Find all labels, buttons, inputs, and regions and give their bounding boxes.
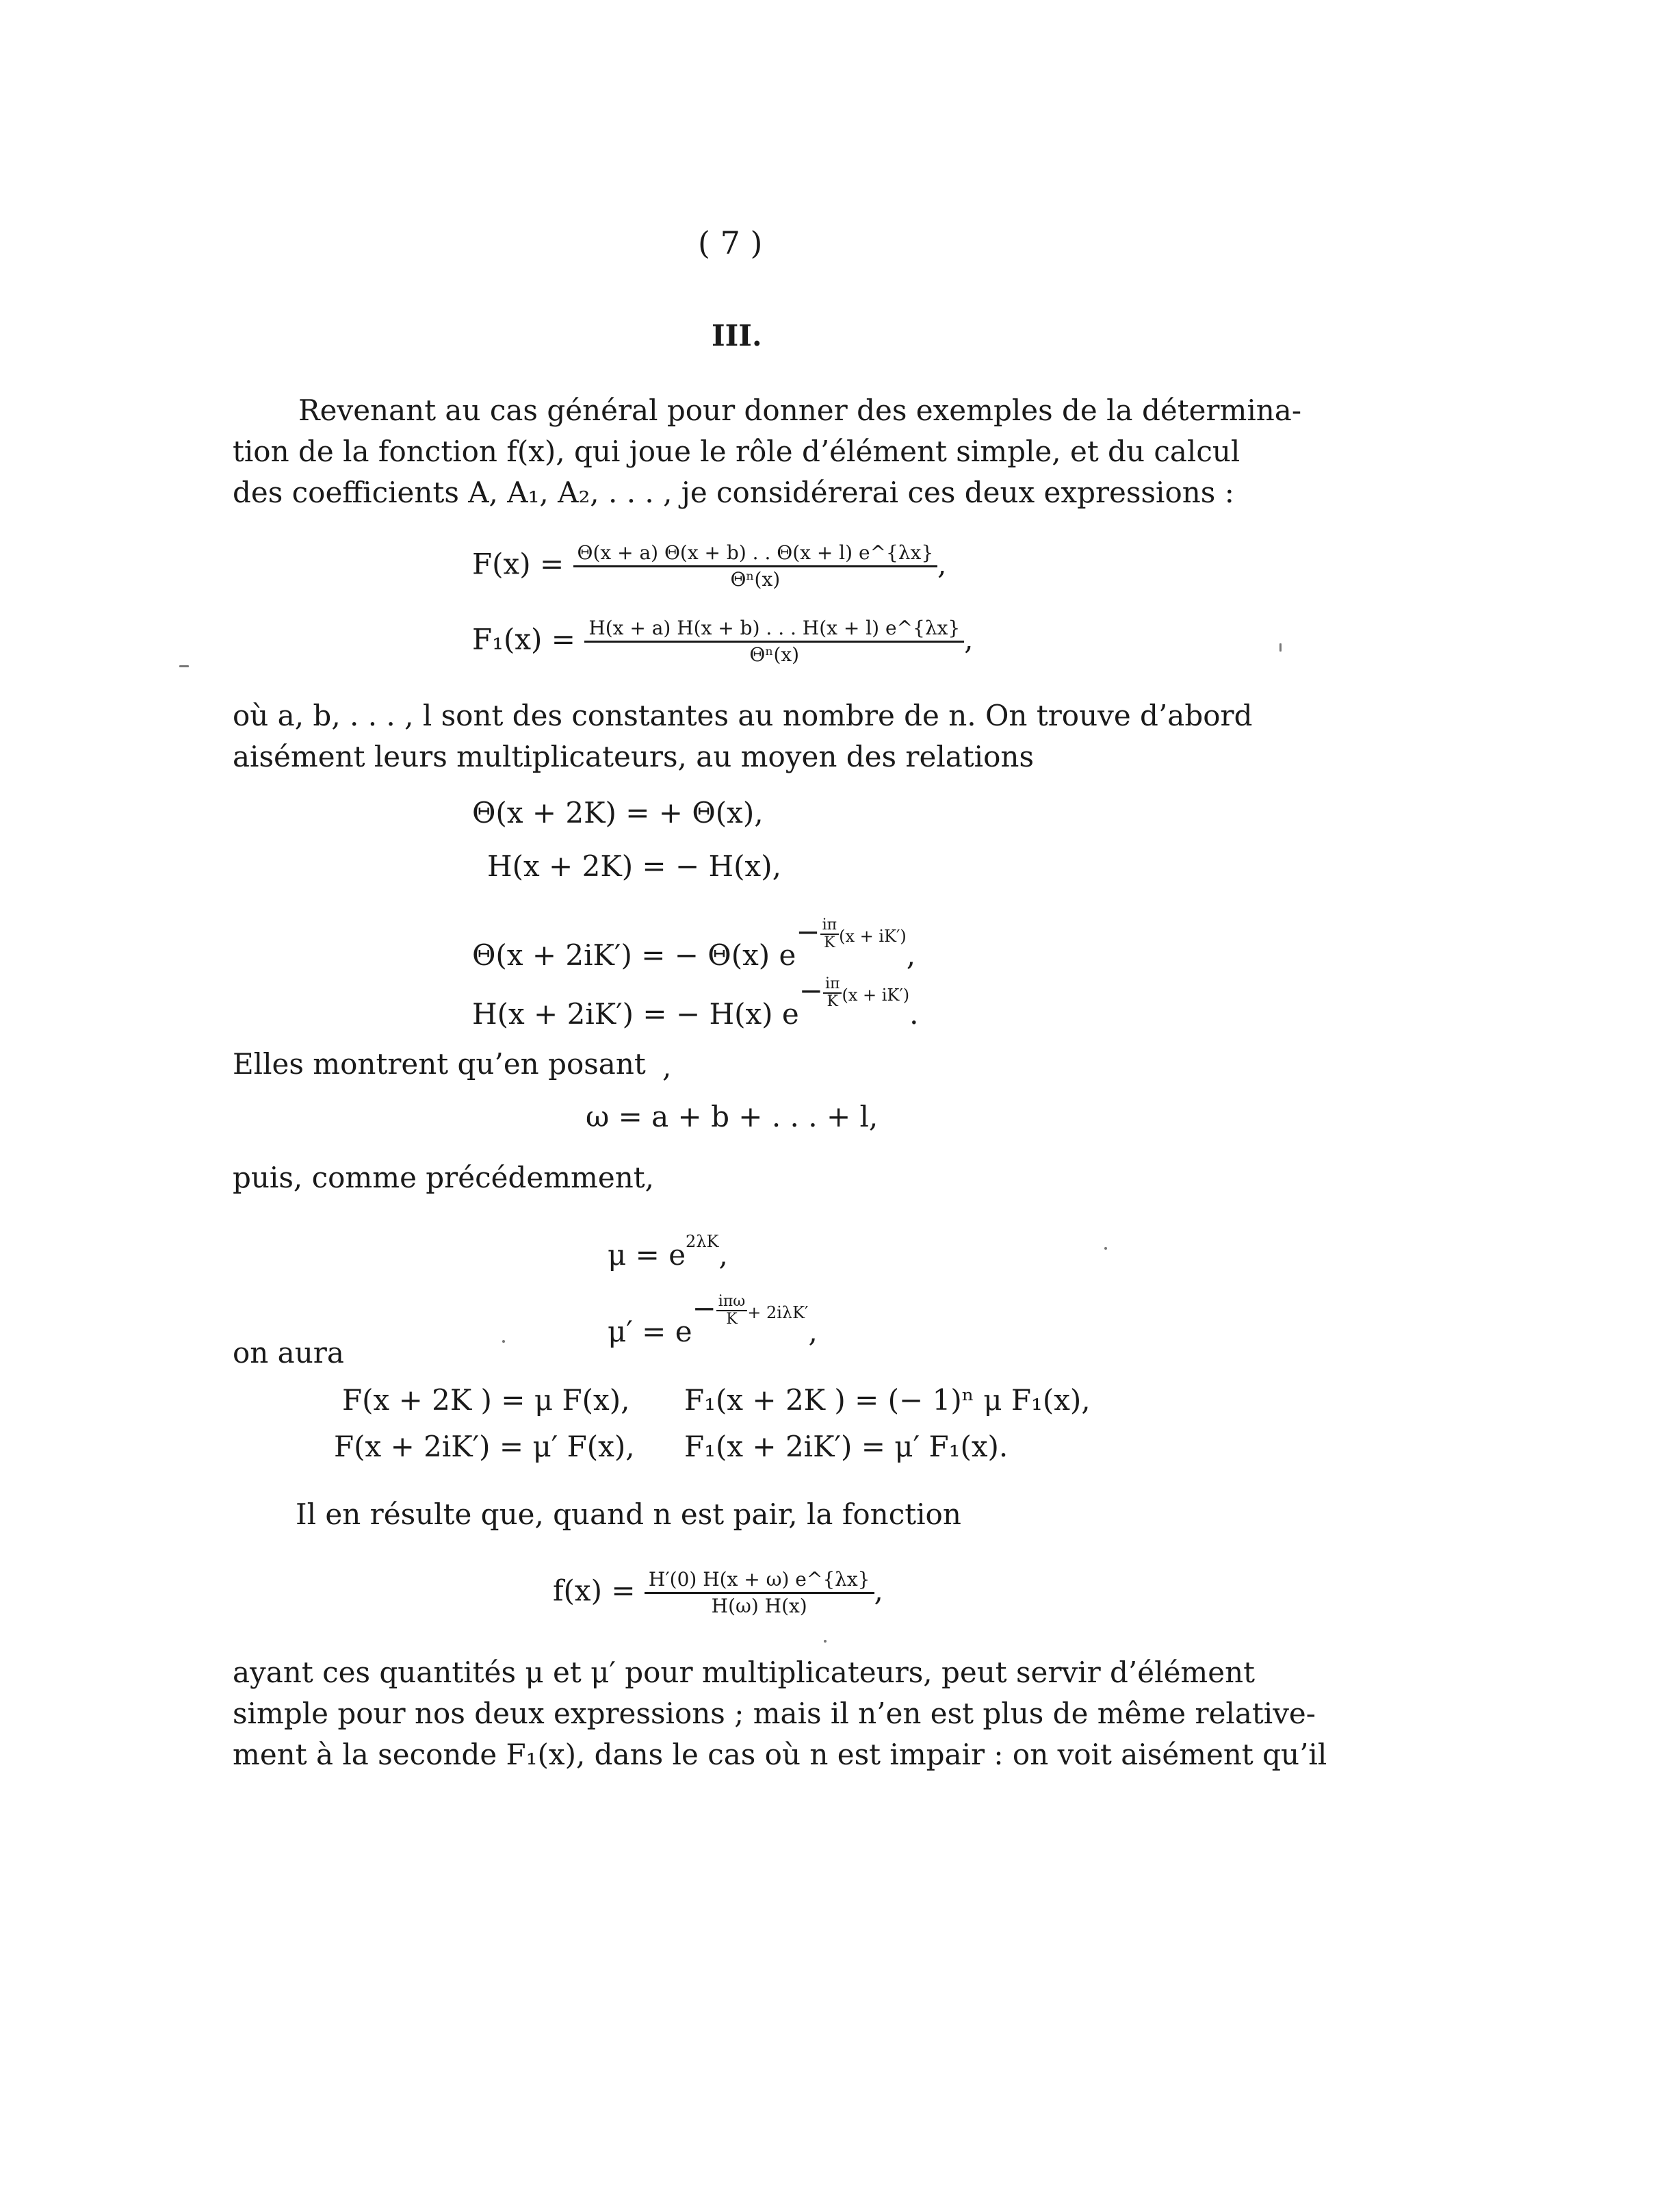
equation-punctuation: , — [874, 1573, 883, 1608]
result-row-1-right: F₁(x + 2K ) = (− 1)ⁿ μ F₁(x), — [684, 1383, 1091, 1417]
exponent-denominator: K — [824, 934, 835, 951]
equation-F — [472, 541, 947, 592]
exponent-numerator: iπ — [820, 917, 840, 935]
equation-lhs: f(x) = — [553, 1573, 636, 1608]
speck — [1104, 1247, 1107, 1250]
page-number: ( 7 ) — [698, 224, 763, 261]
relation-H-2K: H(x + 2K) = − H(x), — [487, 849, 781, 883]
text-line: tion de la fonction f(x), qui joue le rôle d’élément simple, et du calcul — [233, 435, 1240, 468]
section-heading: III. — [712, 319, 762, 352]
equation-lhs: F₁(x) = — [472, 622, 575, 656]
paragraph-constants — [233, 695, 1253, 777]
relation-body: H(x + 2iK′) = − H(x) e — [472, 997, 799, 1031]
fraction — [584, 616, 964, 667]
mu-prime-definition — [608, 1289, 818, 1351]
text-line: ayant ces quantités μ et μ′ pour multiplicateurs, peut servir d’élément — [233, 1656, 1256, 1689]
equation-punctuation: , — [964, 622, 974, 656]
text-line: des coefficients A, A₁, A₂, . . . , je considérerai ces deux expressions : — [233, 476, 1234, 509]
result-row-1-left: F(x + 2K ) = μ F(x), — [342, 1383, 630, 1417]
relation-H-2iK — [472, 972, 919, 1033]
fraction-numerator: H(x + a) H(x + b) . . . H(x + l) e^{λx} — [584, 616, 964, 643]
speck — [179, 665, 189, 667]
exponent-denominator: K — [827, 993, 838, 1010]
omega-definition: ω = a + b + . . . + l, — [586, 1100, 879, 1133]
relation-body: Θ(x + 2iK′) = − Θ(x) e — [472, 938, 796, 972]
equation-punctuation: , — [718, 1238, 728, 1272]
equation-punctuation: , — [906, 938, 916, 972]
equation-punctuation: , — [808, 1315, 818, 1348]
mu-prime-body: μ′ = e — [608, 1315, 692, 1348]
text-line: Revenant au cas général pour donner des exemples de la détermina- — [298, 394, 1302, 427]
equation-punctuation: , — [937, 547, 947, 581]
fraction-numerator: Θ(x + a) Θ(x + b) . . Θ(x + l) e^{λx} — [573, 541, 938, 567]
equation-lhs: F(x) = — [472, 547, 564, 581]
exponent-rest: (x + iK′) — [842, 986, 910, 1005]
fraction-denominator: Θⁿ(x) — [730, 568, 781, 591]
paragraph-n-pair: Il en résulte que, quand n est pair, la fonction — [296, 1497, 961, 1531]
equation-punctuation: . — [909, 997, 919, 1031]
mu-definition — [608, 1222, 728, 1274]
paragraph-conclusion — [233, 1652, 1327, 1775]
exponent: − $\frac{\text{iπω}}{K}$ + 2iλK′ — [692, 1291, 809, 1328]
fraction — [573, 541, 938, 592]
result-row-2-left: F(x + 2iK′) = μ′ F(x), — [334, 1430, 635, 1463]
relation-theta-2K: Θ(x + 2K) = + Θ(x), — [472, 796, 764, 830]
speck — [824, 1640, 827, 1643]
text-line: où a, b, . . . , l sont des constantes au nombre de n. On trouve d’abord — [233, 699, 1253, 732]
equation-F1 — [472, 616, 974, 667]
text-line: ment à la seconde F₁(x), dans le cas où n est impair : on voit aisément qu’il — [233, 1738, 1327, 1771]
mu-body: μ = e — [608, 1238, 686, 1272]
exponent: − $\frac{i\pi}{K}$ (x + iK′) — [798, 974, 910, 1010]
paragraph-posant: Elles montrent qu’en posant — [233, 1047, 646, 1081]
fraction-denominator: Θⁿ(x) — [749, 643, 800, 666]
exponent: − $\frac{i\pi}{K}$ (x + iK′) — [796, 915, 907, 951]
exponent-numerator: iπω — [716, 1294, 747, 1311]
exponent-rest: (x + iK′) — [839, 927, 907, 946]
exponent-denominator: K — [726, 1311, 738, 1328]
fraction-denominator: H(ω) H(x) — [711, 1595, 807, 1617]
speck — [502, 1340, 505, 1343]
paragraph-intro — [233, 390, 1302, 513]
speck — [1279, 643, 1282, 652]
paragraph-precedemment: puis, comme précédemment, — [233, 1161, 655, 1194]
text-line: simple pour nos deux expressions ; mais il n’en est plus de même relative- — [233, 1697, 1316, 1730]
fraction-numerator: H′(0) H(x + ω) e^{λx} — [645, 1567, 874, 1594]
text-line: aisément leurs multiplicateurs, au moyen des relations — [233, 740, 1034, 773]
exponent-numerator: iπ — [823, 976, 842, 994]
paragraph-on-aura: on aura — [233, 1336, 344, 1369]
exponent-rest: + 2iλK′ — [747, 1303, 809, 1322]
stray-comma: , — [662, 1050, 672, 1083]
exponent: 2λK — [686, 1232, 719, 1251]
relation-theta-2iK — [472, 913, 915, 975]
result-row-2-right: F₁(x + 2iK′) = μ′ F₁(x). — [684, 1430, 1009, 1463]
equation-f — [553, 1567, 883, 1619]
fraction — [645, 1567, 874, 1619]
